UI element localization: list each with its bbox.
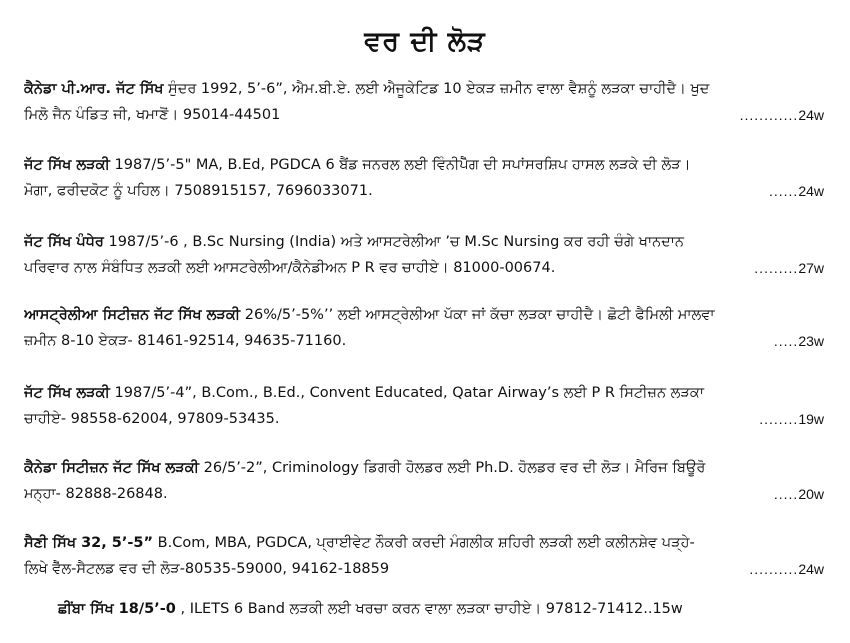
ad-code: ......24w	[768, 183, 824, 199]
ad-text: ਚਾਹੀਏ- 98558-62004, 97809-53435.	[24, 411, 280, 427]
ad-code: .....23w	[773, 333, 824, 349]
ad-1	[24, 76, 824, 128]
ad-line-2	[24, 255, 824, 281]
ad-2	[24, 152, 824, 204]
ad-line-2	[24, 556, 824, 582]
ad-line-2	[24, 178, 824, 204]
ad-heading: ਆਸਟ੍ਰੇਲੀਆ ਸਿਟੀਜ਼ਨ ਜੱਟ ਸਿੱਖ ਲੜਕੀ	[24, 307, 241, 323]
ad-text: , ILETS 6 Band ਲੜਕੀ ਲਈ ਖਰਚਾ ਕਰਨ ਵਾਲਾ ਲੜਕਾ ਚਾਹੀਏ। 97812-71412..	[175, 601, 653, 617]
ad-line-1	[24, 76, 824, 102]
ad-6	[24, 455, 824, 507]
ad-line-1	[24, 455, 824, 481]
ad-heading: ਛੀਂਬਾ ਸਿੱਖ 18/5’-0	[58, 601, 176, 617]
ad-code: .....20w	[773, 486, 824, 502]
ad-line-2	[24, 328, 824, 354]
ad-code: 15w	[652, 601, 683, 617]
ad-text: ਪਰਿਵਾਰ ਨਾਲ ਸੰਬੰਧਿਤ ਲੜਕੀ ਲਈ ਆਸਟਰੇਲੀਆ/ਕੈਨੇਡੀਅਨ P R ਵਰ ਚਾਹੀਏ। 81000-00674.	[24, 260, 556, 276]
ad-line-2	[24, 481, 824, 507]
ad-text: 1987/5’-6 , B.Sc Nursing (India) ਅਤੇ ਆਸਟਰੇਲੀਆ ’ਚ M.Sc Nursing ਕਰ ਰਹੀ ਚੰਗੇ ਖਾਨਦਾਨ	[103, 234, 684, 250]
ad-8	[58, 596, 683, 622]
ad-7	[24, 530, 824, 582]
ad-line-2	[24, 406, 824, 432]
ad-line-1	[24, 302, 824, 328]
ad-heading: ਜੱਟ ਸਿੱਖ ਪੰਧੇਰ	[24, 234, 104, 250]
ad-code: ........19w	[759, 411, 824, 427]
ad-text: ਮੋਗਾ, ਫਰੀਦਕੋਟ ਨੂੰ ਪਹਿਲ। 7508915157, 7696033071.	[24, 183, 373, 199]
ad-text: 26%/5’-5%’’ ਲਈ ਆਸਟ੍ਰੇਲੀਆ ਪੱਕਾ ਜਾਂ ਕੱਚਾ ਲੜਕਾ ਚਾਹੀਦੈ। ਛੋਟੀ ਫੈਮਿਲੀ ਮਾਲਵਾ	[240, 307, 715, 323]
ad-code: ............24w	[739, 107, 824, 123]
ad-3	[24, 229, 824, 281]
ad-line-1	[24, 380, 824, 406]
ad-text: ਮਿਲੋ ਜੈਨ ਪੰਡਿਤ ਜੀ, ਖਮਾਣੋਂ। 95014-44501	[24, 107, 281, 123]
ad-heading: ਜੱਟ ਸਿੱਖ ਲੜਕੀ	[24, 385, 110, 401]
ad-5	[24, 380, 824, 432]
ad-heading: ਜੱਟ ਸਿੱਖ ਲੜਕੀ	[24, 157, 110, 173]
ad-text: B.Com, MBA, PGDCA, ਪ੍ਰਾਈਵੇਟ ਨੌਕਰੀ ਕਰਦੀ ਮੰਗਲੀਕ ਸ਼ਹਿਰੀ ਲੜਕੀ ਲਈ ਕਲੀਨਸ਼ੇਵ ਪੜ੍ਹੇ-	[153, 535, 695, 551]
page-title: ਵਰ ਦੀ ਲੋੜ	[364, 26, 486, 57]
ad-text: ਸੁੰਦਰ 1992, 5’-6”, ਐਮ.ਬੀ.ਏ. ਲਈ ਐਜੂਕੇਟਿਡ 10 ਏਕੜ ਜ਼ਮੀਨ ਵਾਲਾ ਵੈਸ਼ਨੂੰ ਲੜਕਾ ਚਾਹੀਦੈ। ਖੁਦ	[163, 81, 710, 97]
ad-text: 1987/5’-5" MA, B.Ed, PGDCA 6 ਬੈਂਡ ਜਨਰਲ ਲਈ ਵਿੰਨੀਪੈੱਗ ਦੀ ਸਪਾਂਸਰਸ਼ਿਪ ਹਾਸਲ ਲੜਕੇ ਦੀ ਲੋੜ।	[109, 157, 691, 173]
ad-line-1	[24, 530, 824, 556]
ad-code: .........27w	[754, 260, 824, 276]
ad-text: 1987/5’-4”, B.Com., B.Ed., Convent Educated, Qatar Airway’s ਲਈ P R ਸਿਟੀਜ਼ਨ ਲੜਕਾ	[109, 385, 704, 401]
ad-text: ਜ਼ਮੀਨ 8-10 ਏਕੜ- 81461-92514, 94635-71160.	[24, 333, 347, 349]
ad-code: ..........24w	[749, 561, 824, 577]
ad-heading: ਸੈਣੀ ਸਿੱਖ 32, 5’-5”	[24, 535, 154, 551]
ad-4	[24, 302, 824, 354]
ad-text: ਲਿਖੇ ਵੈੱਲ-ਸੈਟਲਡ ਵਰ ਦੀ ਲੋੜ-80535-59000, 94162-18859	[24, 561, 390, 577]
ad-text: ਮਨ੍ਹਾ- 82888-26848.	[24, 486, 168, 502]
ad-line-2	[24, 102, 824, 128]
ad-text: 26/5’-2”, Criminology ਡਿਗਰੀ ਹੋਲਡਰ ਲਈ Ph.D. ਹੋਲਡਰ ਵਰ ਦੀ ਲੋੜ। ਮੈਰਿਜ ਬਿਊਰੋ	[199, 460, 706, 476]
ad-line-1	[24, 152, 824, 178]
ad-line-1	[24, 229, 824, 255]
ad-heading: ਕੈਨੇਡਾ ਪੀ.ਆਰ. ਜੱਟ ਸਿੱਖ	[24, 81, 164, 97]
ad-heading: ਕੈਨੇਡਾ ਸਿਟੀਜ਼ਨ ਜੱਟ ਸਿੱਖ ਲੜਕੀ	[24, 460, 200, 476]
